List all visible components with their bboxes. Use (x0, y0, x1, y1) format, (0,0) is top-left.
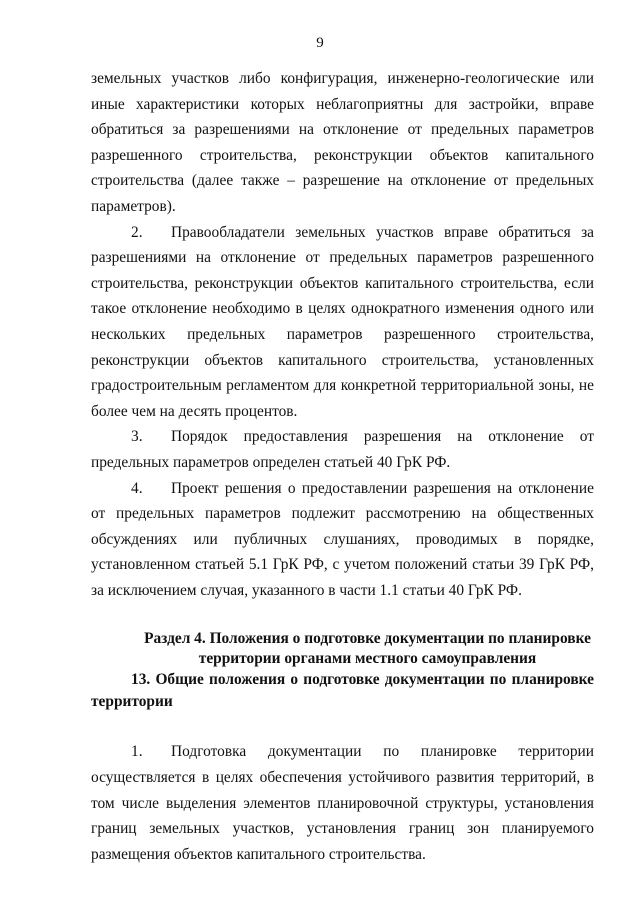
article-paragraph-1-number: 1. (131, 743, 143, 761)
paragraph-3 (91, 424, 594, 475)
paragraph-4-number: 4. (131, 479, 143, 497)
article-heading: 13. Общие положения о подготовке документации по планировке территории (91, 671, 594, 711)
document-body (91, 66, 594, 867)
paragraph-3-number: 3. (131, 428, 143, 446)
paragraph-4-text: Проект решения о предоставлении разрешения на отклонение от предельных параметров подлежит рассмотрению на общественных обсуждениях или публичных слушаниях, проводимых в порядке, установленном статьей 5.1 ГрК РФ, с учетом положений статьи 39 ГрК РФ, за исключением случая, указанного в части 1.1 статьи 40 ГрК РФ. (91, 479, 594, 599)
paragraph-2-number: 2. (131, 223, 143, 241)
section-heading-line-2: территории органами местного самоуправления (198, 650, 537, 668)
paragraph-2 (91, 220, 594, 425)
paragraph-3-text: Порядок предоставления разрешения на отклонение от предельных параметров определен статьей 40 ГрК РФ. (91, 428, 594, 471)
paragraph-continuation: земельных участков либо конфигурация, инженерно-геологические или иные характеристики которых неблагоприятны для застройки, вправе обратиться за разрешениями на отклонение от предельных параметров разрешенного строительства, реконструкции объектов капитального строительства (далее также – разрешение на отклонение от предельных параметров). (91, 70, 594, 215)
section-heading (91, 629, 594, 669)
section-heading-line-1: Раздел 4. Положения о подготовке документации по планировке (144, 630, 591, 648)
paragraph-2-text: Правообладатели земельных участков вправе обратиться за разрешениями на отклонение от предельных параметров разрешенного строительства, реконструкции объектов капитального строительства, если такое отклонение необходимо в целях однократного изменения одного или нескольких предельных параметров разрешенного строительства, реконструкции объектов капитального строительства, установленных градостроительным регламентом для конкретной территориальной зоны, не более чем на десять процентов. (91, 223, 594, 420)
paragraph-4 (91, 476, 594, 604)
article-paragraph-1 (91, 739, 594, 867)
page-number: 9 (316, 35, 324, 51)
article-paragraph-1-text: Подготовка документации по планировке территории осуществляется в целях обеспечения устойчивого развития территорий, в том числе выделения элементов планировочной структуры, установления границ земельных участков, установления границ зон планируемого размещения объектов капитального строительства. (91, 743, 594, 863)
